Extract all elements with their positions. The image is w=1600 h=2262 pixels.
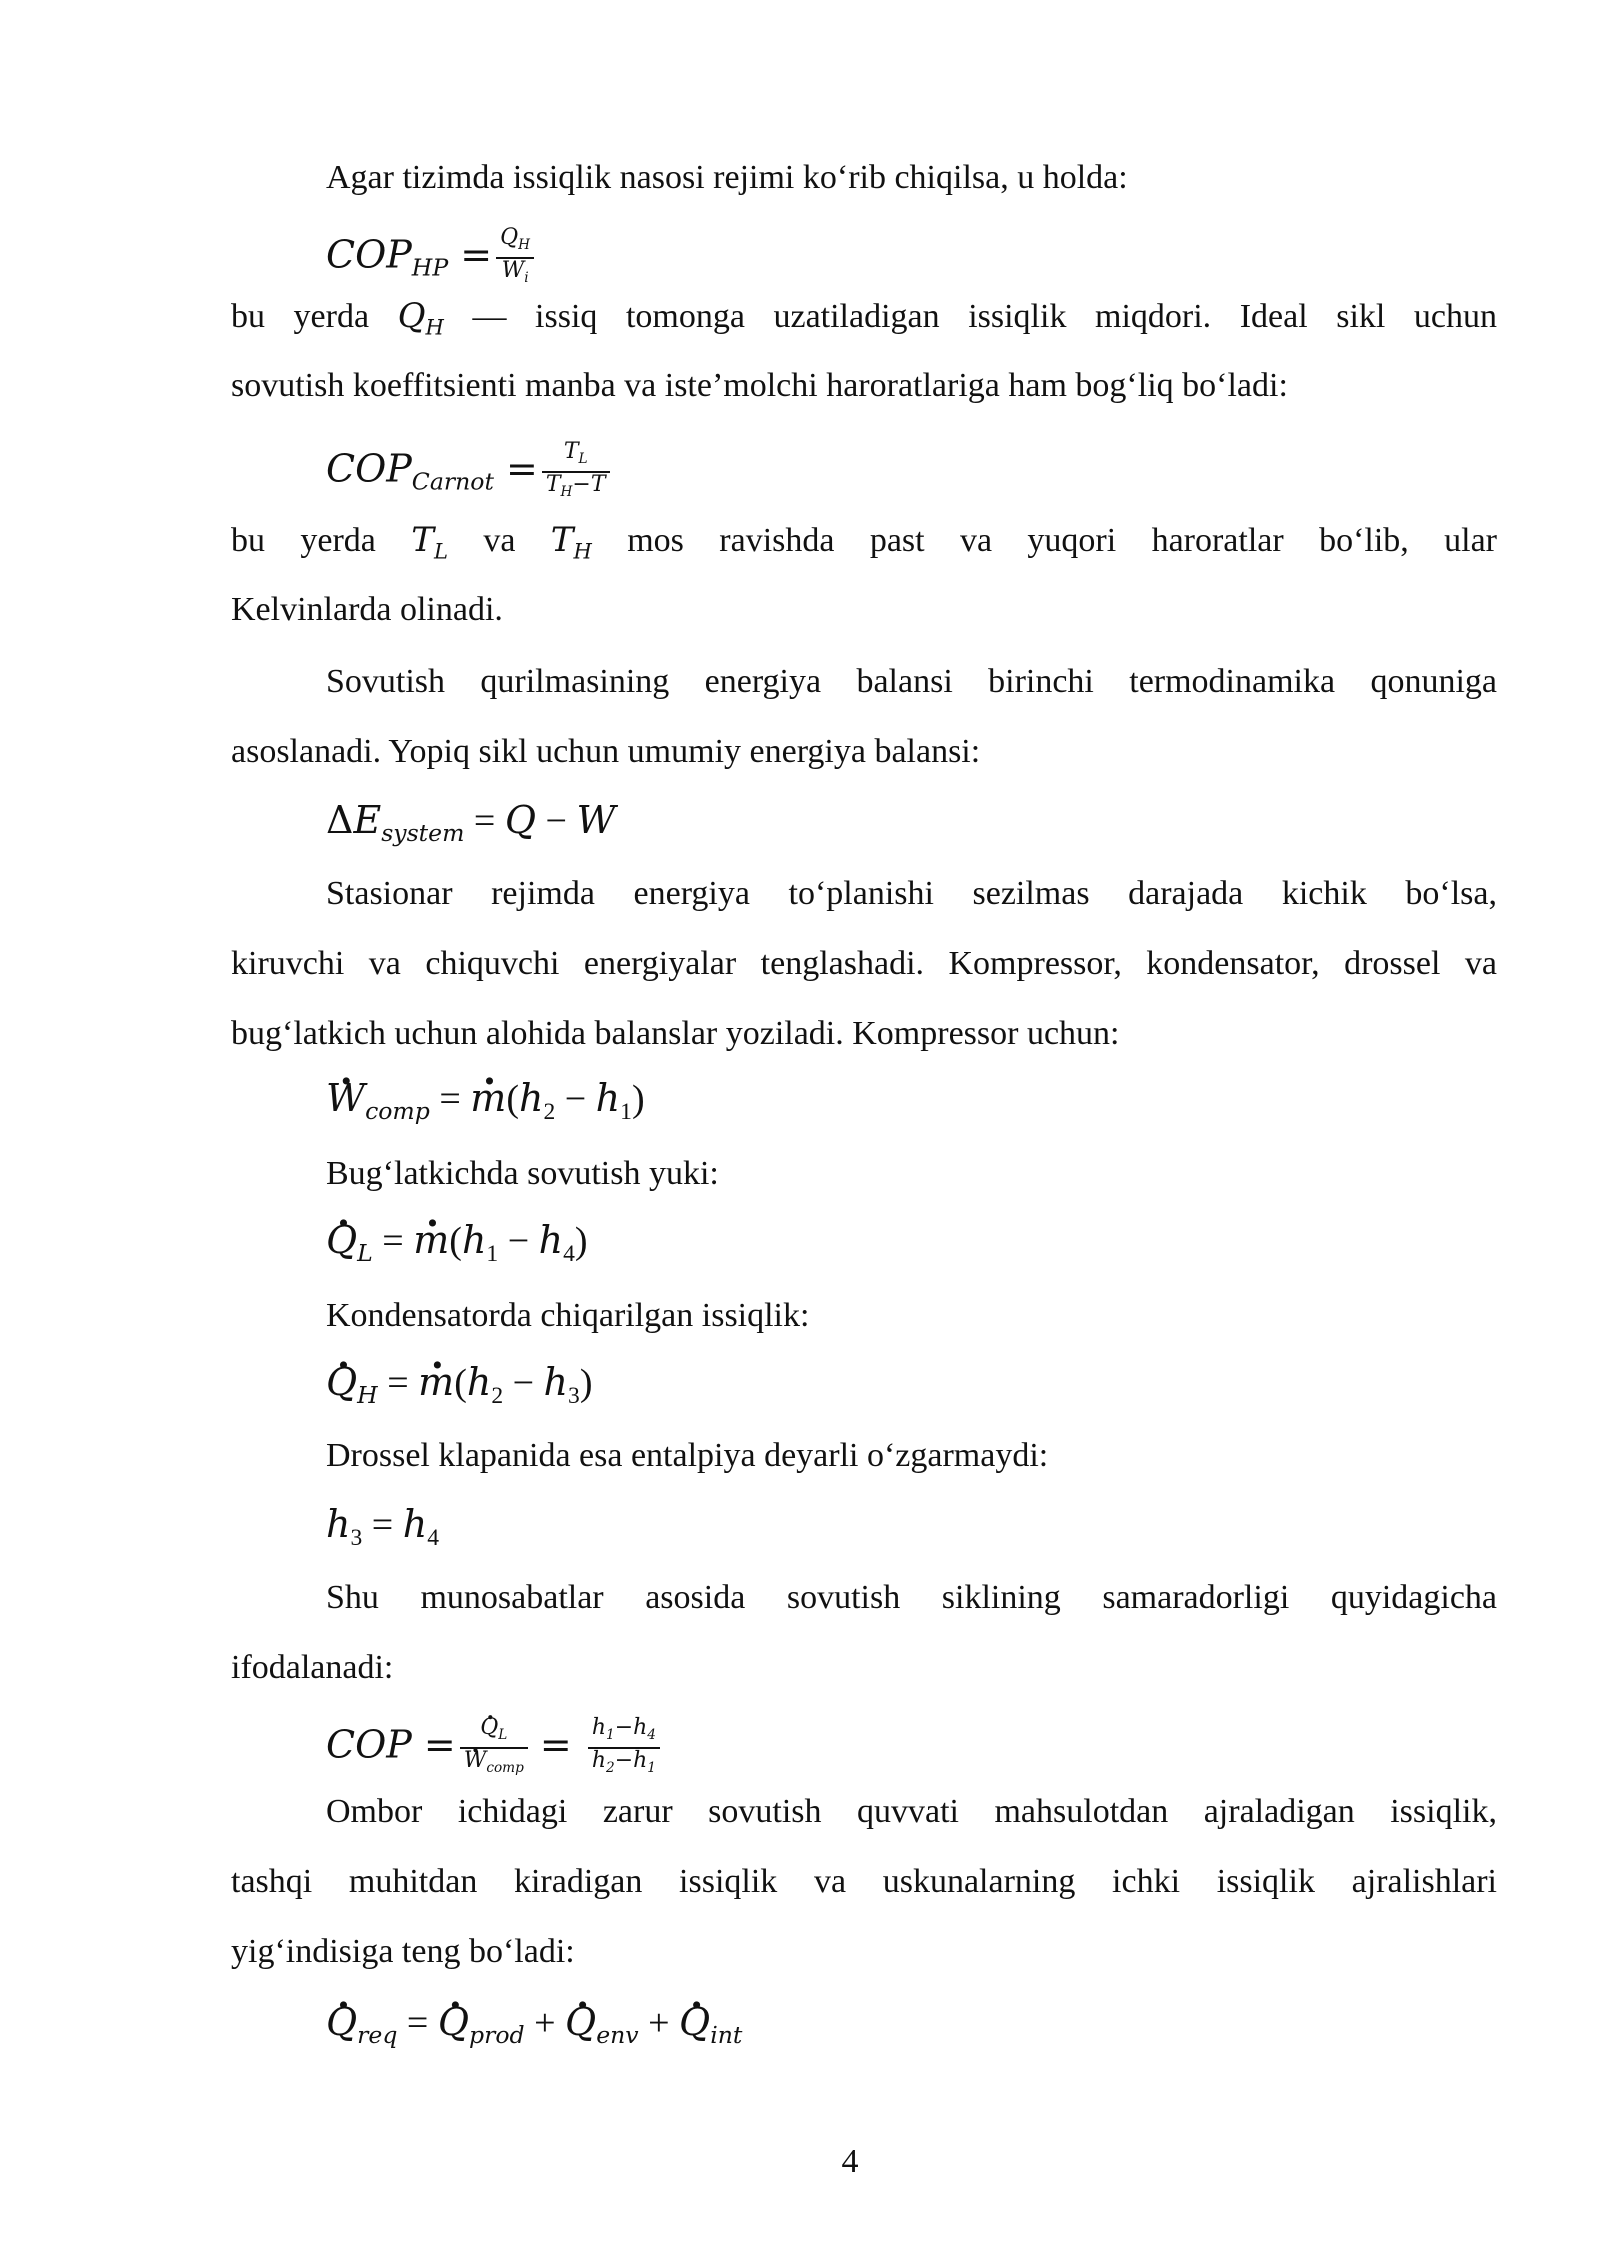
paragraph-evaporator: Bug‘latkichda sovutish yuki: [326, 1155, 719, 1192]
paragraph-condenser: Kondensatorda chiqarilgan issiqlik: [326, 1297, 810, 1334]
equation-cop-carnot: $COP_{Carnot}$ = $\frac{T_L}{T_H-T}$ [326, 440, 610, 504]
paragraph-stationary-l3: bug‘latkich uchun alohida balanslar yoziladi. Kompressor uchun: [231, 1015, 1120, 1052]
paragraph-temperatures: bu yerda $T_L$ va $T_H$ mos ravishda past va yuqori haroratlar bo‘lib, ular [231, 520, 1498, 564]
equation-condenser: . $Q_H$ = . $m(h_2 - h_3)$ [326, 1360, 592, 1418]
paragraph-heat-pump-intro: Agar tizimda issiqlik nasosi rejimi ko‘rib chiqilsa, u holda: [326, 159, 1128, 196]
equation-required-load: . $Q_{req}$ = . $Q_{prod}$ + . $Q_{env}$ + . $Q_{int}$ [326, 2000, 742, 2057]
paragraph-stationary-l2: kiruvchi va chiquvchi energiyalar tenglashadi. Kompressor, kondensator, drossel va [231, 945, 1497, 982]
paragraph-efficiency-l2: ifodalanadi: [231, 1649, 394, 1686]
equation-compressor: . $W_{comp}$ = . $m(h_2 - h_1)$ [326, 1076, 645, 1134]
paragraph-qh-definition: bu yerda $Q_H$ — issiq tomonga uzatiladigan issiqlik miqdori. Ideal sikl uchun [231, 296, 1498, 340]
paragraph-efficiency-l1: Shu munosabatlar asosida sovutish siklining samaradorligi quyidagicha [326, 1579, 1497, 1616]
paragraph-energy-balance-l2: asoslanadi. Yopiq sikl uchun umumiy energiya balansi: [231, 733, 981, 770]
paragraph-stationary-l1: Stasionar rejimda energiya to‘planishi sezilmas darajada kichik bo‘lsa, [326, 875, 1497, 912]
page-number: 4 [841, 2143, 859, 2180]
paragraph-temperatures-line2: Kelvinlarda olinadi. [231, 591, 503, 628]
equation-cop: COP = . $Q_L$ . $W_{comp}$ = $\frac{h_1-h_4}{h_2-h_1}$ [326, 1716, 660, 1780]
paragraph-throttle: Drossel klapanida esa entalpiya deyarli o‘zgarmaydi: [326, 1437, 1049, 1474]
paragraph-required-load-l2: tashqi muhitdan kiradigan issiqlik va uskunalarning ichki issiqlik ajralishlari [231, 1863, 1497, 1900]
equation-cop-hp: $COP_{HP}$ = $\frac{Q_H}{W_i}$ [326, 226, 534, 290]
paragraph-energy-balance-l1: Sovutish qurilmasining energiya balansi birinchi termodinamika qonuniga [326, 663, 1497, 700]
equation-evaporator: . $Q_L$ = . $m(h_1 - h_4)$ [326, 1218, 588, 1276]
paragraph-required-load-l3: yig‘indisiga teng bo‘ladi: [231, 1933, 575, 1970]
paragraph-qh-definition-line2: sovutish koeffitsienti manba va iste’molchi haroratlariga ham bog‘liq bo‘ladi: [231, 367, 1288, 404]
equation-energy-balance: $\Delta E_{system} = Q - W$ [326, 798, 616, 848]
paragraph-required-load-l1: Ombor ichidagi zarur sovutish quvvati mahsulotdan ajraladigan issiqlik, [326, 1793, 1497, 1830]
equation-throttle: $h_3 = h_4$ [326, 1502, 439, 1552]
